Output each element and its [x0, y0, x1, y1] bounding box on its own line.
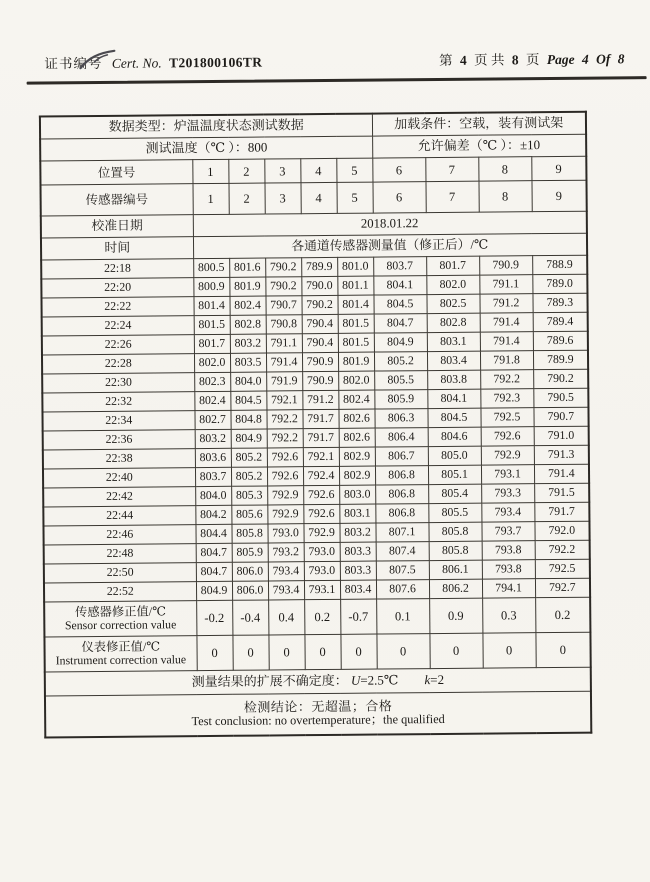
reading-cell: 790.2: [265, 277, 301, 296]
reading-cell: 792.6: [303, 485, 339, 504]
page-content: [0, 47, 650, 739]
reading-cell: 793.8: [482, 560, 535, 579]
reading-cell: 803.1: [427, 332, 480, 351]
reading-cell: 805.5: [374, 371, 427, 390]
reading-cell: 805.8: [428, 522, 481, 541]
sensor-correction-cell: 0.2: [304, 599, 340, 634]
reading-cell: 791.2: [479, 294, 532, 313]
time-cell: 22:50: [44, 563, 196, 583]
header-rule: [27, 76, 647, 84]
reading-cell: 805.2: [231, 467, 267, 486]
reading-cell: 802.0: [194, 353, 230, 372]
reading-cell: 791.2: [302, 390, 338, 409]
time-cell: 22:22: [41, 297, 193, 317]
reading-cell: 793.0: [304, 542, 340, 561]
reading-cell: 804.2: [195, 505, 231, 524]
reading-cell: 806.2: [429, 579, 482, 598]
reading-cell: 804.9: [231, 429, 267, 448]
reading-cell: 806.4: [375, 428, 428, 447]
reading-cell: 805.6: [231, 505, 267, 524]
reading-cell: 790.7: [533, 407, 588, 426]
readings-section: [41, 255, 590, 602]
page-number: 4: [459, 52, 467, 68]
reading-cell: 804.7: [196, 562, 232, 581]
reading-cell: 802.0: [426, 275, 479, 294]
reading-cell: 792.9: [267, 486, 303, 505]
sensor-correction-cell: 0.4: [268, 600, 304, 635]
reading-cell: 792.2: [266, 410, 302, 429]
sensor-number-cell: 5: [336, 182, 372, 213]
reading-cell: 803.3: [340, 561, 376, 580]
reading-cell: 790.9: [302, 352, 338, 371]
uncertainty-k-value: =2: [430, 672, 445, 688]
reading-cell: 790.5: [533, 388, 588, 407]
conclusion-cell: [45, 691, 591, 737]
reading-cell: 790.0: [301, 276, 337, 295]
reading-cell: 807.4: [376, 542, 429, 561]
reading-cell: 791.4: [266, 353, 302, 372]
reading-cell: 792.5: [480, 408, 533, 427]
reading-cell: 790.2: [265, 258, 301, 277]
reading-cell: 803.4: [427, 351, 480, 370]
sensor-number-row: [41, 180, 587, 216]
reading-cell: 803.2: [195, 429, 231, 448]
reading-cell: 805.8: [429, 541, 482, 560]
reading-cell: 792.6: [267, 448, 303, 467]
reading-cell: 791.1: [266, 334, 302, 353]
reading-cell: 794.1: [482, 579, 535, 598]
sensor-correction-row: [44, 597, 590, 637]
page-word: 页 共: [473, 52, 505, 68]
reading-cell: 791.4: [534, 464, 589, 483]
sensor-number-cell: 2: [228, 183, 264, 214]
reading-cell: 793.0: [304, 561, 340, 580]
reading-cell: 806.0: [232, 562, 268, 581]
instrument-correction-label: [44, 636, 196, 672]
reading-cell: 802.4: [229, 296, 265, 315]
meta-allowed-deviation: 允许偏差（℃ ）：±10: [372, 134, 586, 158]
sensor-correction-label-zh: 传感器修正值/℃: [74, 603, 167, 619]
reading-cell: 801.9: [229, 277, 265, 296]
time-cell: 22:42: [43, 487, 195, 507]
instrument-correction-label-zh: 仪表修正值/℃: [81, 638, 161, 654]
reading-cell: 792.7: [535, 578, 590, 597]
reading-cell: 791.8: [480, 351, 533, 370]
reading-cell: 790.8: [266, 315, 302, 334]
instrument-correction-cell: 0: [376, 634, 429, 669]
reading-cell: 791.9: [266, 372, 302, 391]
reading-cell: 793.1: [481, 465, 534, 484]
instrument-correction-cell: 0: [340, 634, 376, 669]
reading-cell: 802.9: [339, 447, 375, 466]
reading-cell: 804.0: [230, 372, 266, 391]
reading-cell: 801.7: [194, 334, 230, 353]
reading-cell: 793.4: [268, 562, 304, 581]
reading-cell: 792.6: [267, 467, 303, 486]
reading-cell: 791.5: [534, 483, 589, 502]
instrument-correction-cell: 0: [304, 634, 340, 669]
reading-cell: 804.9: [374, 333, 427, 352]
handwritten-mark: [74, 48, 120, 74]
cert-label-zh: 证书编号: [44, 55, 103, 72]
time-cell: 22:30: [42, 373, 194, 393]
reading-cell: 792.2: [480, 370, 533, 389]
reading-cell: 801.4: [193, 296, 229, 315]
reading-cell: 801.0: [337, 257, 373, 276]
time-header-label: 时间: [41, 237, 193, 260]
reading-cell: 789.6: [533, 331, 588, 350]
reading-cell: 801.5: [338, 314, 374, 333]
reading-cell: 805.9: [374, 390, 427, 409]
reading-cell: 806.8: [375, 485, 428, 504]
reading-cell: 804.8: [230, 410, 266, 429]
instrument-correction-cell: 0: [429, 633, 482, 668]
reading-cell: 805.3: [231, 486, 267, 505]
reading-cell: 800.9: [193, 277, 229, 296]
reading-cell: 802.4: [338, 390, 374, 409]
reading-cell: 792.9: [267, 505, 303, 524]
reading-cell: 793.0: [267, 524, 303, 543]
reading-cell: 792.6: [303, 504, 339, 523]
reading-cell: 806.8: [375, 504, 428, 523]
conclusion-row: [45, 691, 591, 737]
reading-cell: 792.3: [480, 389, 533, 408]
reading-cell: 801.5: [194, 315, 230, 334]
reading-cell: 802.3: [194, 372, 230, 391]
reading-cell: 805.2: [231, 448, 267, 467]
reading-cell: 792.5: [535, 559, 590, 578]
reading-cell: 790.9: [479, 256, 532, 275]
calibration-date-label: 校准日期: [41, 215, 193, 238]
cert-number: T201800106TR: [169, 54, 263, 71]
sensor-number-label: 传感器编号: [41, 184, 193, 216]
reading-cell: 803.7: [195, 467, 231, 486]
reading-cell: 791.0: [534, 426, 589, 445]
reading-cell: 801.9: [338, 352, 374, 371]
reading-cell: 803.2: [230, 334, 266, 353]
instrument-correction-cell: 0: [268, 635, 304, 670]
meta-test-temperature: 测试温度（℃ ）：800: [40, 136, 372, 161]
reading-cell: 807.5: [376, 561, 429, 580]
reading-cell: 789.9: [301, 257, 337, 276]
page-en-total: 8: [617, 51, 625, 67]
reading-cell: 793.3: [481, 484, 534, 503]
instrument-correction-row: [44, 632, 590, 672]
page-en-label: Page: [546, 51, 575, 68]
time-cell: 22:24: [42, 316, 194, 336]
reading-cell: 803.6: [195, 448, 231, 467]
reading-cell: 792.6: [481, 427, 534, 446]
reading-cell: 792.1: [303, 447, 339, 466]
position-cell: 9: [531, 156, 586, 180]
page-word: 页: [525, 52, 540, 68]
reading-cell: 793.4: [481, 503, 534, 522]
reading-cell: 788.9: [532, 255, 587, 274]
sensor-correction-label: [44, 601, 196, 637]
reading-cell: 793.4: [268, 581, 304, 600]
time-cell: 22:46: [43, 525, 195, 545]
reading-cell: 803.4: [340, 580, 376, 599]
reading-cell: 790.2: [301, 295, 337, 314]
reading-cell: 806.8: [375, 466, 428, 485]
reading-cell: 790.4: [302, 333, 338, 352]
instrument-correction-cell: 0: [232, 635, 268, 670]
reading-cell: 804.5: [230, 391, 266, 410]
reading-cell: 804.7: [374, 314, 427, 333]
reading-cell: 803.3: [340, 542, 376, 561]
reading-cell: 804.1: [373, 276, 426, 295]
uncertainty-prefix: 测量结果的扩展不确定度：: [191, 673, 348, 690]
reading-cell: 806.7: [375, 447, 428, 466]
reading-cell: 804.5: [427, 408, 480, 427]
position-cell: 1: [192, 159, 228, 183]
reading-cell: 804.5: [373, 295, 426, 314]
reading-cell: 801.1: [337, 276, 373, 295]
time-cell: 22:36: [43, 430, 195, 450]
table-head-section: [40, 112, 587, 260]
sensor-correction-cell: -0.2: [196, 600, 232, 635]
reading-cell: 792.1: [266, 391, 302, 410]
reading-cell: 793.7: [481, 522, 534, 541]
reading-cell: 802.4: [194, 391, 230, 410]
reading-cell: 802.6: [338, 409, 374, 428]
reading-cell: 803.1: [339, 504, 375, 523]
instrument-correction-cell: 0: [482, 633, 535, 668]
uncertainty-u-value: =2.5℃: [360, 672, 399, 688]
position-cell: 2: [228, 159, 264, 183]
reading-cell: 805.2: [374, 352, 427, 371]
reading-cell: 789.3: [532, 293, 587, 312]
table-foot-section: [44, 597, 591, 737]
reading-cell: 790.4: [302, 314, 338, 333]
page-en-number: 4: [581, 51, 589, 67]
reading-cell: 806.1: [429, 560, 482, 579]
reading-cell: 802.5: [426, 294, 479, 313]
instrument-correction-cell: 0: [196, 635, 232, 670]
reading-cell: 802.7: [194, 410, 230, 429]
reading-cell: 792.2: [267, 429, 303, 448]
sensor-correction-cell: 0.3: [482, 598, 535, 633]
reading-cell: 803.2: [339, 523, 375, 542]
sensor-number-cell: 3: [264, 183, 300, 214]
reading-cell: 807.1: [375, 523, 428, 542]
time-cell: 22:18: [41, 259, 193, 279]
reading-cell: 802.8: [427, 313, 480, 332]
sensor-correction-cell: -0.4: [232, 600, 268, 635]
reading-cell: 801.5: [338, 333, 374, 352]
reading-cell: 804.6: [428, 427, 481, 446]
time-cell: 22:26: [42, 335, 194, 355]
time-cell: 22:44: [43, 506, 195, 526]
position-cell: 5: [336, 158, 372, 182]
reading-cell: 805.9: [232, 543, 268, 562]
reading-cell: 789.0: [532, 274, 587, 293]
time-cell: 22:34: [42, 411, 194, 431]
instrument-correction-cell: 0: [535, 632, 590, 667]
position-cell: 3: [264, 159, 300, 183]
sensor-correction-label-en: Sensor correction value: [64, 617, 177, 633]
time-cell: 22:20: [41, 278, 193, 298]
reading-cell: 804.0: [195, 486, 231, 505]
reading-cell: 791.4: [480, 313, 533, 332]
time-cell: 22:28: [42, 354, 194, 374]
position-cell: 6: [372, 158, 425, 182]
uncertainty-k-symbol: k: [424, 672, 431, 688]
channels-header: 各通道传感器测量值（修正后）/℃: [193, 233, 587, 258]
reading-cell: 803.8: [427, 370, 480, 389]
page-total: 8: [511, 52, 519, 68]
instrument-correction-label-en: Instrument correction value: [55, 652, 187, 668]
reading-cell: 791.7: [534, 502, 589, 521]
meta-load-condition: 加载条件：空载，装有测试架: [372, 112, 586, 136]
reading-cell: 804.7: [196, 543, 232, 562]
reading-cell: 803.5: [230, 353, 266, 372]
sensor-correction-cell: 0.2: [535, 597, 590, 632]
sensor-number-cell: 1: [192, 183, 228, 214]
uncertainty-u-symbol: U: [350, 672, 361, 689]
time-cell: 22:48: [44, 544, 196, 564]
sensor-number-cell: 4: [300, 182, 336, 213]
reading-cell: 802.8: [230, 315, 266, 334]
reading-cell: 800.5: [193, 258, 229, 277]
reading-cell: 802.6: [339, 428, 375, 447]
conclusion-zh: 检测结论：无超温；合格: [243, 698, 393, 715]
reading-cell: 793.1: [304, 580, 340, 599]
reading-cell: 804.4: [195, 524, 231, 543]
sensor-number-cell: 7: [426, 181, 479, 212]
sensor-correction-cell: 0.9: [429, 598, 482, 633]
reading-cell: 805.0: [428, 446, 481, 465]
time-cell: 22:38: [43, 449, 195, 469]
page-number-line: [437, 47, 627, 69]
reading-cell: 803.0: [339, 485, 375, 504]
reading-cell: 793.8: [482, 541, 535, 560]
reading-cell: 792.2: [535, 540, 590, 559]
conclusion-en: Test conclusion: no overtemperature；the qualified: [191, 712, 445, 729]
time-cell: 22:32: [42, 392, 194, 412]
reading-cell: 792.4: [303, 466, 339, 485]
reading-cell: 805.4: [428, 484, 481, 503]
reading-cell: 806.0: [232, 581, 268, 600]
page-en-of: Of: [595, 51, 611, 67]
reading-cell: 806.3: [374, 409, 427, 428]
reading-cell: 790.7: [265, 296, 301, 315]
calibration-date-value: 2018.01.22: [193, 211, 587, 236]
position-label: 位置号: [40, 160, 192, 185]
reading-cell: 804.9: [196, 581, 232, 600]
reading-cell: 802.9: [339, 466, 375, 485]
page-word: 第: [438, 52, 453, 68]
sensor-correction-cell: -0.7: [340, 599, 376, 634]
reading-cell: 802.0: [338, 371, 374, 390]
reading-cell: 791.3: [534, 445, 589, 464]
sensor-correction-cell: 0.1: [376, 599, 429, 634]
position-cell: 7: [425, 157, 478, 181]
reading-cell: 791.1: [479, 275, 532, 294]
reading-cell: 790.2: [533, 369, 588, 388]
time-cell: 22:40: [43, 468, 195, 488]
reading-cell: 801.7: [426, 256, 479, 275]
position-cell: 4: [300, 158, 336, 182]
reading-cell: 805.5: [428, 503, 481, 522]
reading-cell: 789.9: [533, 350, 588, 369]
reading-cell: 792.9: [481, 446, 534, 465]
measurement-table: [39, 111, 592, 739]
meta-data-type: 数据类型：炉温温度状态测试数据: [40, 114, 372, 139]
reading-cell: 790.9: [302, 371, 338, 390]
reading-cell: 801.4: [337, 295, 373, 314]
reading-cell: 805.1: [428, 465, 481, 484]
reading-cell: 793.2: [268, 543, 304, 562]
reading-cell: 792.9: [303, 523, 339, 542]
reading-cell: 791.4: [480, 332, 533, 351]
reading-cell: 791.7: [303, 428, 339, 447]
reading-cell: 805.8: [231, 524, 267, 543]
time-cell: 22:52: [44, 582, 196, 602]
reading-cell: 804.1: [427, 389, 480, 408]
cert-label-en: Cert. No.: [111, 55, 162, 71]
position-cell: 8: [478, 157, 531, 181]
sensor-number-cell: 6: [373, 182, 426, 213]
sensor-number-cell: 9: [531, 180, 586, 211]
reading-cell: 803.7: [373, 257, 426, 276]
sensor-number-cell: 8: [479, 181, 532, 212]
reading-cell: 791.7: [302, 409, 338, 428]
reading-cell: 792.0: [534, 521, 589, 540]
reading-cell: 789.4: [533, 312, 588, 331]
reading-cell: 801.6: [229, 258, 265, 277]
reading-cell: 807.6: [376, 580, 429, 599]
